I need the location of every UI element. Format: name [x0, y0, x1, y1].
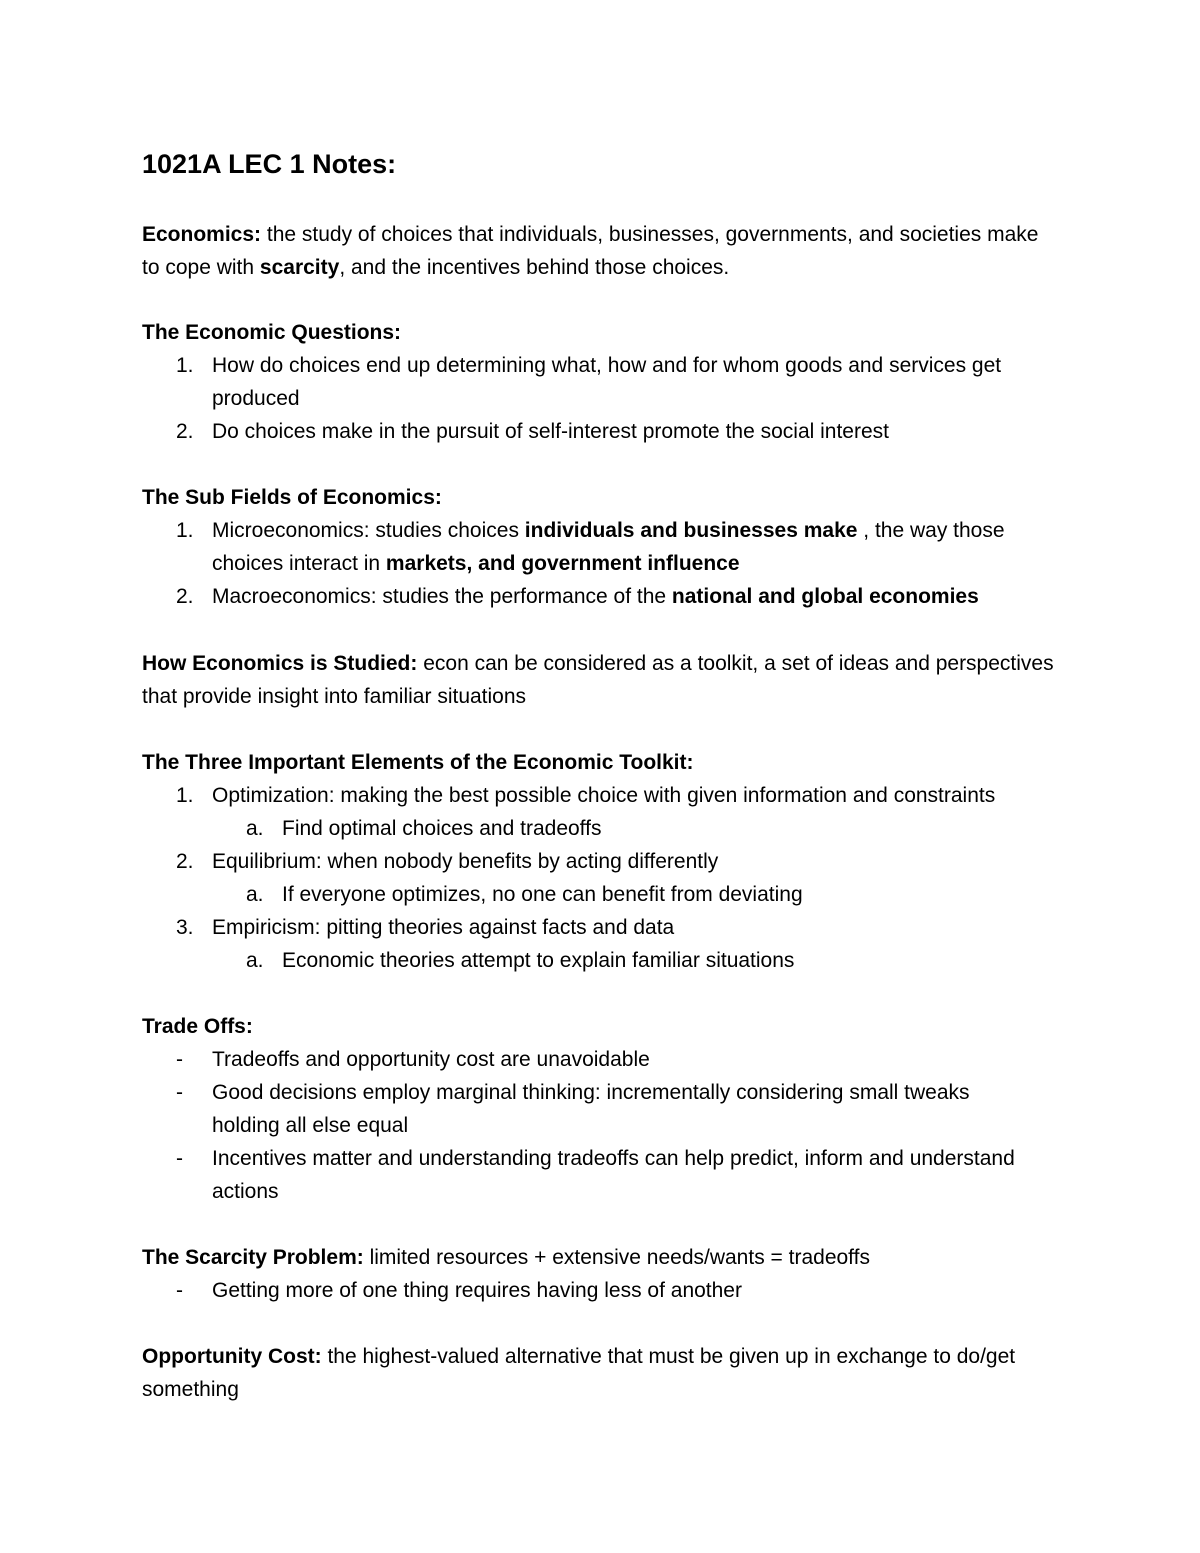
economics-text-2a: to cope with [142, 256, 260, 279]
trade-offs-heading: Trade Offs: [142, 1015, 253, 1038]
microeconomics-bold-2: markets, and government influence [385, 552, 740, 575]
opportunity-cost-term: Opportunity Cost: [142, 1345, 322, 1368]
how-studied-line-2: that provide insight into familiar situations [142, 685, 527, 708]
opportunity-cost-line-1 [142, 1344, 1015, 1370]
opportunity-cost-line-2: something [142, 1378, 239, 1401]
list-marker: 2. [176, 420, 194, 443]
opportunity-cost-text-1: the highest-valued alternative that must be given up in exchange to do/get [321, 1345, 1016, 1368]
microeconomics-text: Microeconomics: studies choices [212, 519, 525, 542]
scarcity-problem-term: The Scarcity Problem: [142, 1246, 364, 1269]
list-item: Equilibrium: when nobody benefits by acting differently [212, 850, 719, 873]
bullet-item: Incentives matter and understanding tradeoffs can help predict, inform and understand [212, 1147, 1015, 1170]
economics-definition-line-2 [142, 255, 729, 281]
list-item-continuation [212, 551, 740, 577]
bullet-marker: - [176, 1279, 183, 1302]
list-item: How do choices end up determining what, how and for whom goods and services get [212, 354, 1002, 377]
how-studied-term: How Economics is Studied: [142, 652, 418, 675]
sub-list-marker: a. [246, 883, 264, 906]
microeconomics-bold: individuals and businesses make [524, 519, 858, 542]
sub-fields-heading: The Sub Fields of Economics: [142, 486, 442, 509]
how-studied-text-1: econ can be considered as a toolkit, a set of ideas and perspectives [417, 652, 1054, 675]
list-item: Optimization: making the best possible choice with given information and constraints [212, 784, 996, 807]
how-studied-line-1 [142, 651, 1054, 677]
bullet-marker: - [176, 1048, 183, 1071]
list-item: Do choices make in the pursuit of self-interest promote the social interest [212, 420, 889, 443]
list-marker: 2. [176, 585, 194, 608]
bullet-item-continuation: holding all else equal [212, 1114, 409, 1137]
economics-text-2c: , and the incentives behind those choices. [339, 256, 730, 279]
economics-definition-line-1 [142, 222, 1038, 248]
sub-list-item: Find optimal choices and tradeoffs [282, 817, 602, 840]
bullet-item: Tradeoffs and opportunity cost are unavoidable [212, 1048, 650, 1071]
economic-questions-heading: The Economic Questions: [142, 321, 402, 344]
list-item-continuation: produced [212, 387, 300, 410]
bullet-item-continuation: actions [212, 1180, 279, 1203]
list-marker: 3. [176, 916, 194, 939]
list-item-macroeconomics [212, 584, 979, 610]
scarcity-line [142, 1245, 870, 1271]
bullet-marker: - [176, 1081, 183, 1104]
bullet-marker: - [176, 1147, 183, 1170]
sub-list-marker: a. [246, 949, 264, 972]
economics-text-1: the study of choices that individuals, businesses, governments, and societies make [261, 223, 1039, 246]
list-marker: 1. [176, 784, 194, 807]
macroeconomics-text: Macroeconomics: studies the performance of the [212, 585, 672, 608]
bullet-item: Getting more of one thing requires having less of another [212, 1279, 742, 1302]
list-item: Empiricism: pitting theories against facts and data [212, 916, 675, 939]
list-item-microeconomics [212, 518, 1005, 544]
scarcity-text: limited resources + extensive needs/wants = tradeoffs [363, 1246, 870, 1269]
list-marker: 2. [176, 850, 194, 873]
sub-list-item: Economic theories attempt to explain familiar situations [282, 949, 795, 972]
scarcity-term: scarcity [259, 256, 340, 279]
economics-term: Economics: [142, 223, 262, 246]
sub-list-marker: a. [246, 817, 264, 840]
microeconomics-text-2: choices interact in [212, 552, 386, 575]
page-title: 1021A LEC 1 Notes: [142, 149, 397, 179]
bullet-item: Good decisions employ marginal thinking: incrementally considering small tweaks [212, 1081, 970, 1104]
list-marker: 1. [176, 354, 194, 377]
list-marker: 1. [176, 519, 194, 542]
toolkit-heading: The Three Important Elements of the Economic Toolkit: [142, 751, 694, 774]
microeconomics-text-tail: , the way those [857, 519, 1005, 542]
macroeconomics-bold: national and global economies [671, 585, 979, 608]
sub-list-item: If everyone optimizes, no one can benefit from deviating [282, 883, 803, 906]
